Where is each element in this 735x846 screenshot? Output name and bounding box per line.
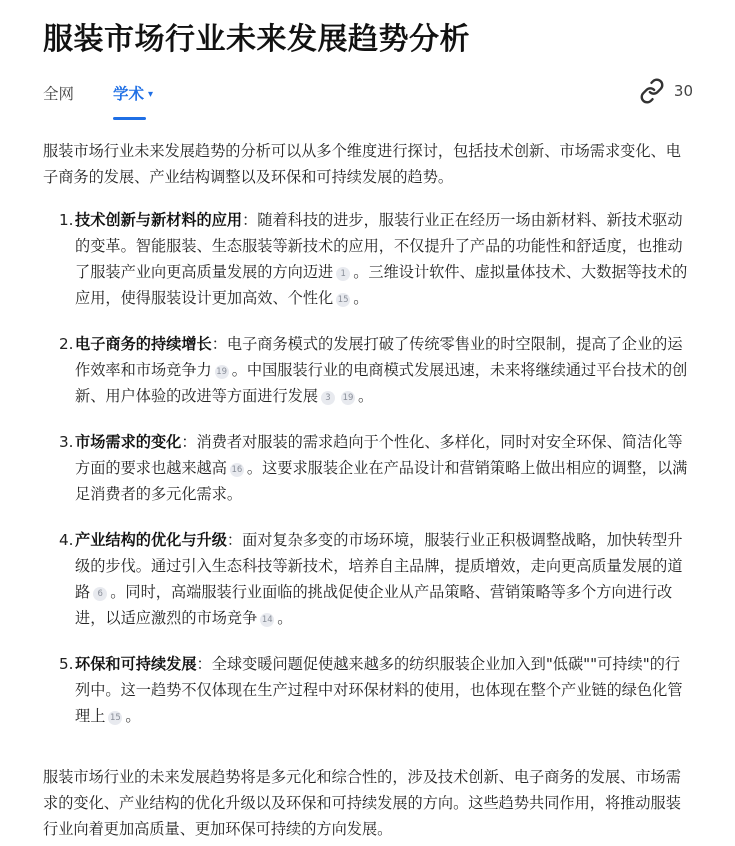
item-text: 。 xyxy=(277,609,293,627)
conclusion-paragraph: 服装市场行业的未来发展趋势将是多元化和综合性的，涉及技术创新、电子商务的发展、市场需求的变化、产业结构的优化升级以及环保和可持续发展的方向。这些趋势共同作用，将推动服装行业向着更加高质量、更加环保可持续的方向发展。 xyxy=(43,768,681,838)
list-item xyxy=(59,429,695,507)
citation-badge[interactable]: 1 xyxy=(336,267,350,281)
list-item xyxy=(59,331,695,409)
item-text: ：消费者对服装的需求趋向于个性化、多样化，同时对安全环保、简洁化等方面的要求也越来越高 xyxy=(75,433,683,477)
item-text: 。三维设计软件、虚拟量体技术、大数据等技术的应用，使得服装设计更加高效、个性化 xyxy=(75,263,688,307)
active-tab-indicator xyxy=(113,117,146,120)
link-icon xyxy=(639,78,665,104)
item-text: 。 xyxy=(125,707,141,725)
page-title: 服装市场行业未来发展趋势分析 xyxy=(43,22,470,57)
item-heading: 产业结构的优化与升级 xyxy=(75,531,227,549)
item-text: ：随着科技的进步，服装行业正在经历一场由新材料、新技术驱动的变革。智能服装、生态服装等新技术的应用，不仅提升了产品的功能性和舒适度，也推动了服装产业向更高质量发展的方向迈进 xyxy=(75,211,683,281)
citation-badge[interactable]: 15 xyxy=(109,713,121,723)
item-text: ：全球变暖问题促使越来越多的纺织服装企业加入到"低碳""可持续"的行列中。这一趋势不仅体现在生产过程中对环保材料的使用，也体现在整个产业链的绿色化管理上 xyxy=(75,655,683,725)
citation-badge[interactable]: 15 xyxy=(337,295,349,305)
item-text: ：电子商务模式的发展打破了传统零售业的时空限制，提高了企业的运作效率和市场竞争力 xyxy=(75,335,683,379)
trend-list xyxy=(59,207,695,749)
tab-academic-label: 学术 xyxy=(113,85,145,103)
citation-badge[interactable]: 19 xyxy=(342,393,354,403)
source-tabs xyxy=(43,82,693,122)
list-item xyxy=(59,207,695,311)
list-number: 3. xyxy=(59,433,74,451)
item-heading: 技术创新与新材料的应用 xyxy=(75,211,243,229)
tab-academic[interactable] xyxy=(113,82,153,104)
reference-link-count[interactable] xyxy=(639,78,693,104)
item-text: ：面对复杂多变的市场环境，服装行业正积极调整战略，加快转型升级的步伐。通过引入生态科技等新技术，培养自主品牌，提质增效，走向更高质量发展的道路 xyxy=(75,531,683,601)
citation-badge[interactable]: 3 xyxy=(321,391,335,405)
item-text: 。同时，高端服装行业面临的挑战促使企业从产品策略、营销策略等多个方向进行改进，以适应激烈的市场竞争 xyxy=(75,583,673,627)
list-item xyxy=(59,527,695,631)
item-heading: 环保和可持续发展 xyxy=(75,655,197,673)
intro-paragraph: 服装市场行业未来发展趋势的分析可以从多个维度进行探讨，包括技术创新、市场需求变化、电子商务的发展、产业结构调整以及环保和可持续发展的趋势。 xyxy=(43,142,681,186)
tab-all-web[interactable]: 全网 xyxy=(43,85,75,103)
citation-badge[interactable]: 16 xyxy=(231,465,243,475)
link-count-number: 30 xyxy=(673,82,693,100)
item-heading: 市场需求的变化 xyxy=(75,433,182,451)
citation-badge[interactable]: 19 xyxy=(216,367,228,377)
item-text: 。 xyxy=(358,387,374,405)
item-heading: 电子商务的持续增长 xyxy=(75,335,212,353)
item-text: 。中国服装行业的电商模式发展迅速，未来将继续通过平台技术的创新、用户体验的改进等方面进行发展 xyxy=(75,361,688,405)
item-text: 。 xyxy=(353,289,369,307)
caret-down-icon: ▾ xyxy=(148,89,154,100)
citation-badge[interactable]: 6 xyxy=(93,587,107,601)
list-item xyxy=(59,651,695,729)
list-number: 2. xyxy=(59,335,74,353)
item-text: 。这要求服装企业在产品设计和营销策略上做出相应的调整，以满足消费者的多元化需求。 xyxy=(75,459,688,503)
list-number: 4. xyxy=(59,531,74,549)
list-number: 1. xyxy=(59,211,74,229)
citation-badge[interactable]: 14 xyxy=(261,615,273,625)
list-number: 5. xyxy=(59,655,74,673)
